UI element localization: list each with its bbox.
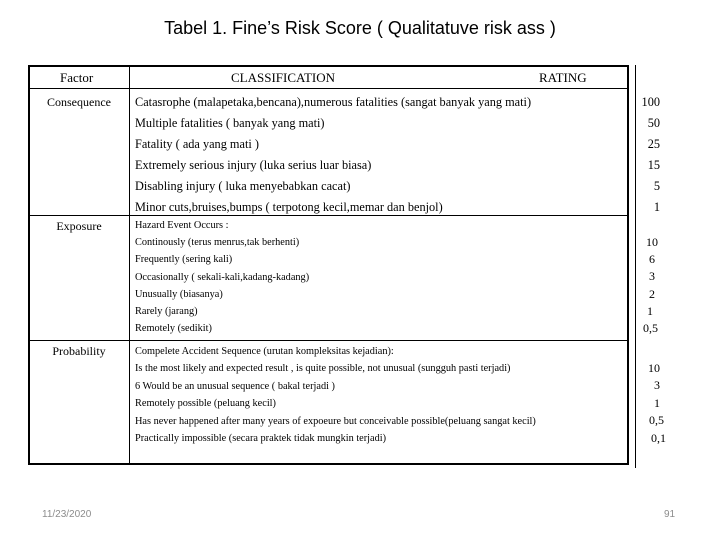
exposure-rating-list bbox=[620, 234, 658, 337]
classification-item: Multiple fatalities ( banyak yang mati) bbox=[135, 116, 325, 130]
classification-item: Has never happened after many years of expoeure but conceivable possible(peluang sangat kecil) bbox=[135, 415, 536, 427]
rating-value: 10 bbox=[646, 235, 658, 249]
row-divider-2 bbox=[28, 340, 629, 341]
rating-value: 0,5 bbox=[649, 413, 664, 428]
classification-item: 6 Would be an unusual sequence ( bakal terjadi ) bbox=[135, 380, 335, 392]
rating-value: 1 bbox=[647, 303, 653, 318]
page-title: Tabel 1. Fine’s Risk Score ( Qualitatuve risk ass ) bbox=[164, 18, 556, 38]
header-rating: RATING bbox=[539, 70, 587, 85]
classification-item: Practically impossible (secara praktek tidak mungkin terjadi) bbox=[135, 432, 387, 444]
rating-value: 50 bbox=[647, 116, 660, 130]
rating-value: 6 bbox=[649, 252, 655, 267]
factor-exposure: Exposure bbox=[56, 219, 102, 233]
header-divider bbox=[28, 88, 629, 89]
classification-item: Is the most likely and expected result , is quite possible, not unusual (sungguh pasti terjadi) bbox=[135, 363, 511, 375]
classification-item: Remotely possible (peluang kecil) bbox=[135, 398, 276, 410]
page-number: 91 bbox=[664, 509, 676, 520]
classification-item: Extremely serious injury (luka serius luar biasa) bbox=[135, 158, 372, 172]
rating-value: 0,5 bbox=[643, 320, 658, 335]
classification-item: Compelete Accident Sequence (urutan kompleksitas kejadian): bbox=[135, 346, 394, 357]
rating-value: 5 bbox=[653, 179, 660, 193]
column-divider-factor bbox=[129, 65, 130, 465]
rating-value: 100 bbox=[641, 95, 660, 109]
classification-item: Remotely (sedikit) bbox=[135, 323, 212, 335]
rating-value: 0,1 bbox=[651, 430, 666, 445]
rating-value: 10 bbox=[648, 361, 660, 375]
rating-value: 15 bbox=[647, 158, 660, 172]
rating-value: 3 bbox=[649, 269, 655, 284]
classification-item: Unusually (biasanya) bbox=[135, 288, 223, 300]
classification-item: Hazard Event Occurs : bbox=[135, 220, 229, 231]
classification-item: Rarely (jarang) bbox=[135, 305, 198, 317]
classification-item: Frequently (sering kali) bbox=[135, 254, 233, 266]
factor-consequence: Consequence bbox=[47, 95, 111, 109]
consequence-classification-list bbox=[135, 92, 531, 218]
probability-rating-list bbox=[620, 360, 666, 447]
probability-classification-list bbox=[135, 343, 536, 447]
classification-item: Minor cuts,bruises,bumps ( terpotong kecil,memar dan benjol) bbox=[135, 200, 443, 214]
footer-date: 11/23/2020 bbox=[42, 509, 92, 520]
rating-value: 25 bbox=[647, 137, 660, 151]
rating-value: 3 bbox=[654, 378, 660, 393]
rating-value: 2 bbox=[649, 286, 655, 301]
exposure-classification-list bbox=[135, 217, 309, 337]
header-factor: Factor bbox=[60, 70, 94, 85]
factor-probability: Probability bbox=[52, 344, 106, 358]
consequence-rating-list bbox=[620, 92, 660, 218]
header-classification: CLASSIFICATION bbox=[231, 70, 336, 85]
classification-item: Occasionally ( sekali-kali,kadang-kadang) bbox=[135, 271, 310, 283]
rating-value: 1 bbox=[654, 395, 660, 410]
classification-item: Catasrophe (malapetaka,bencana),numerous fatalities (sangat banyak yang mati) bbox=[135, 95, 532, 109]
rating-value: 1 bbox=[653, 200, 660, 214]
classification-item: Disabling injury ( luka menyebabkan cacat) bbox=[135, 179, 351, 193]
classification-item: Continously (terus menrus,tak berhenti) bbox=[135, 237, 300, 249]
classification-item: Fatality ( ada yang mati ) bbox=[135, 137, 259, 151]
